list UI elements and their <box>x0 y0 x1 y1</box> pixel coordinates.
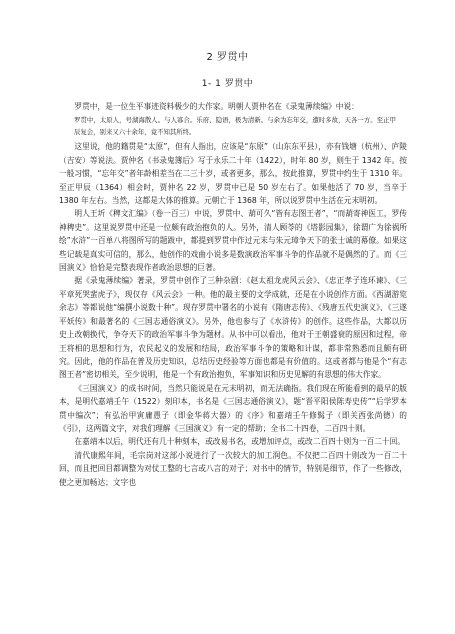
paragraph: 罗贯中，是一位生平事迹资料极少的大作家。明朝人贾仲名在《录鬼薄续编》中说： <box>74 102 359 111</box>
section-title: 2 罗贯中 <box>206 52 249 63</box>
paragraph: 据《录鬼薄续编》著录，罗贯中创作了三种杂剧：《赵太祖龙虎风云会》、《忠正孝子连环谏》、《三平章死哭蜚虎子》，现仅存《风云会》一种。他的最主要的文学成就，还是在小说创作方面。《西湖游览余志》等都说他“编撰小说数十种”。现存罗贯中署名的小说有《隋唐志传》、《残唐五代史演义》、《三遂平妖传》和最著名的《三国志通俗演义》。另外，他也参与了《水浒传》的创作。这些作品，大都以历史上改朝换代，争夺天下的政治军事斗争为题材。从书中可以看出，他对于王朝盛衰的原因和过程，帝王将相的思想和行为，农民起义的发展和结局，政治军事斗争的策略和计谋，都非常熟悉而且颇有研究。因此，他的作品在普及历史知识，总结历史经验等方面也都是有价值的。这或者都与他是个“有志图王者”密切相关，至少说明，他是一个有政治抱负，军事知识和历史见解的有思想的伟大作家。 <box>59 276 407 380</box>
paragraph: 《三国演义》的成书时间，当然只能说是在元末明初，而无法确指。我们现在所能看到的最早的版本，是明代嘉靖壬午（1522）刻印本，书名是《三国志通俗演义》，题“晋平阳侯陈寿史传”“后学罗本贯中编次”；有弘治甲寅庸愚子（即金华蒋大器）的《序》和嘉靖壬午修髯子（即关西张尚德）的《引》，这两篇文字，对我们理解《三国演义》有一定的帮助；全书二十四卷，二百四十则。 <box>59 383 407 433</box>
paragraph: 在嘉靖本以后，明代还有几十种刻本，或改易书名，或增加评点，或改二百四十则为一百二十回。 <box>74 437 405 447</box>
paragraph: 清代康熙年间，毛宗岗对这部小说进行了一次较大的加工润色。不仅把二百四十则改为一百二十回，而且把回目都调整为对仗工整的七言或八言的对子；对书中的情节，特别是细节，作了一些修改，使之更加畅达；文字也 <box>59 450 407 487</box>
quote-block: 罗贯中，太原人，号湖海散人。与人寡合。乐府、隐语，极为清新。与余为忘年交，遭时多故，天各一方。至正甲辰复会，别来又六十余年，竟不知其所终。 <box>74 116 396 136</box>
paragraph: 明人王圻《稗文汇编》（卷一百三）中说，罗贯中、葫可久“皆有志图王者”，“而葫寄神医工，罗传神稗史”。这里说罗贯中还是一位颇有政治抱负的人。另外，清人顾苓的《塔影园集》，徐谓广为徐祸所绘”水浒”一百单八将图所写的题跋中，都提到罗贯中作过元末与朱元璋争天下的张士诚的幕僚。如果这些记载是真实可信的，那么，他创作的戏曲小说多是数演政治军事斗争的作品就不是偶然的了。而《三国演义》恰恰是完整表现作者政治思想的巨著。 <box>59 209 407 273</box>
body-text <box>59 100 407 489</box>
paragraph: 这里说，他的籍贯是“太原”，但有人指出，应该是“东原”（山东东平县），亦有钱塘（杭州）、庐陵（吉安）等说法。贾仲名《书录鬼簿后》写于永乐二十年（1422），时年 80 岁，则生于 1342 年。按一般习惯，“忘年交”者年龄相差当在二三十岁，或者更多，那么，按此推算，罗贯中约生于 1310 年。至正甲辰（1364）相会时，贾仲名 22 岁，罗贯中已是 50 岁左右了。如果他活了 70 岁，当卒于 1380 年左右。当然，这都是大体的推算。元朝亡于 1368 年，所以说罗贯中生活在元末明初。 <box>59 142 407 206</box>
subsection-title: 1- 1 罗贯中 <box>201 79 254 89</box>
